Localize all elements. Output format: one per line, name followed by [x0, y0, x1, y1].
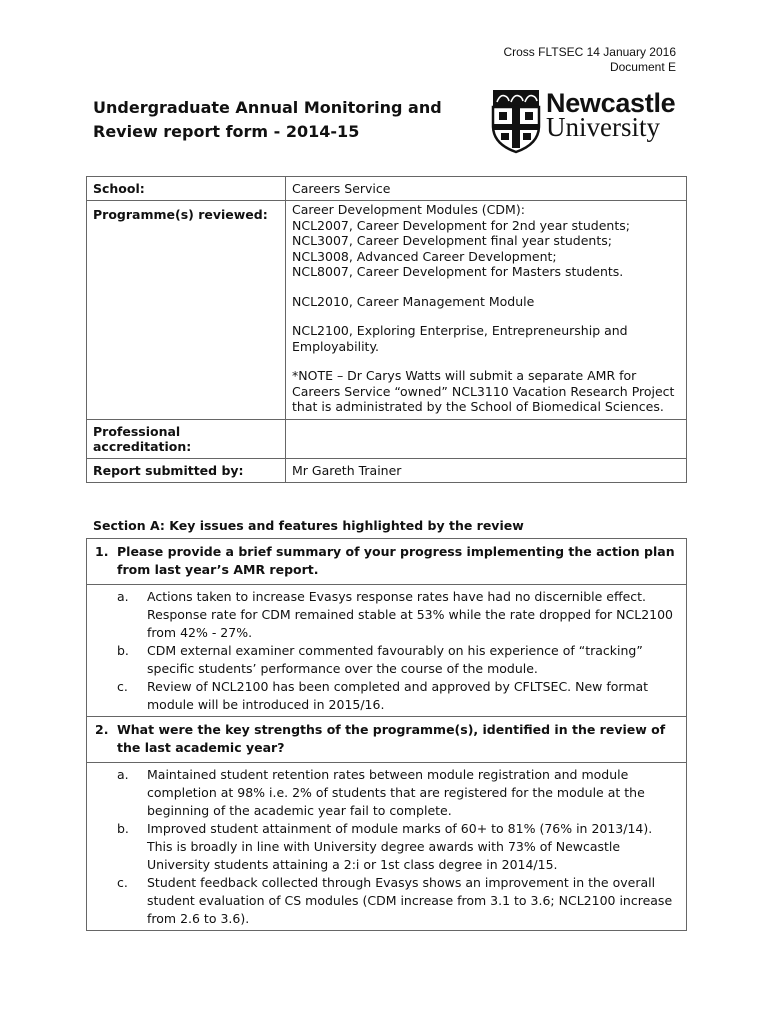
answer-text: Maintained student retention rates between module registration and module completion at 98% i.e. 2% of students that are registered for the module at the beginning of the academic year fail to complete. — [147, 767, 645, 818]
programme-line: NCL8007, Career Development for Masters students. — [292, 264, 624, 279]
answer-text: Review of NCL2100 has been completed and approved by CFLTSEC. New format module will be introduced in 2015/16. — [147, 679, 649, 712]
question-text: What were the key strengths of the programme(s), identified in the review of the last academic year? — [117, 722, 666, 755]
document-reference — [503, 45, 676, 75]
table-row — [87, 201, 687, 420]
question-number: 1. — [95, 544, 109, 559]
question-heading — [87, 717, 686, 763]
university-logo — [490, 88, 682, 154]
answer-area — [87, 763, 686, 930]
answer-text: Student feedback collected through Evasys shows an improvement in the overall student evaluation of CS modules (CDM increase from 3.1 to 3.6; NCL2100 increase from 2.6 to 3.6). — [147, 875, 673, 926]
submitted-by-label: Report submitted by: — [87, 458, 286, 482]
programmes-value — [286, 201, 687, 420]
document-label: Document E — [609, 60, 676, 74]
accreditation-value — [286, 419, 687, 458]
enterprise-module: NCL2100, Exploring Enterprise, Entrepreneurship and Employability. — [292, 323, 628, 354]
question-text: Please provide a brief summary of your progress implementing the action plan from last year’s AMR report. — [117, 544, 675, 577]
list-item — [95, 766, 674, 820]
answer-area — [87, 585, 686, 716]
list-marker: a. — [117, 767, 129, 782]
university-crest-icon — [490, 88, 542, 154]
list-item — [95, 642, 674, 678]
question-number: 2. — [95, 722, 109, 737]
cdm-modules — [292, 202, 680, 280]
table-row — [87, 458, 687, 482]
accreditation-label: Professional accreditation: — [87, 419, 286, 458]
logo-word-university: University — [546, 112, 660, 142]
list-item — [95, 820, 674, 874]
question-block-1 — [86, 538, 687, 716]
page-title — [93, 96, 473, 144]
reference-line: Cross FLTSEC 14 January 2016 — [503, 45, 676, 59]
answer-list — [95, 588, 674, 714]
submitted-by-value: Mr Gareth Trainer — [286, 458, 687, 482]
note-paragraph: *NOTE – Dr Carys Watts will submit a separate AMR for Careers Service “owned” NCL3110 Vacation Research Project that is administrated by the School of Biomedical Sciences. — [292, 368, 675, 414]
school-value: Careers Service — [286, 177, 687, 201]
list-item — [95, 874, 674, 928]
programme-line: Career Development Modules (CDM): — [292, 202, 525, 217]
programme-line: NCL2007, Career Development for 2nd year students; — [292, 217, 630, 233]
list-marker: c. — [117, 875, 128, 890]
programme-info-table — [86, 176, 687, 483]
title-line-2: Review report form - 2014-15 — [93, 122, 360, 141]
section-a-heading: Section A: Key issues and features highlighted by the review — [93, 518, 524, 533]
list-item — [95, 588, 674, 642]
list-item — [95, 678, 674, 714]
answer-text: CDM external examiner commented favourably on his experience of “tracking” specific students’ performance over the course of the module. — [147, 643, 643, 676]
list-marker: b. — [117, 821, 129, 836]
table-row — [87, 419, 687, 458]
school-label: School: — [87, 177, 286, 201]
answer-list — [95, 766, 674, 928]
programmes-label: Programme(s) reviewed: — [87, 201, 286, 420]
questions-table — [86, 538, 687, 931]
answer-text: Actions taken to increase Evasys response rates have had no discernible effect. Response rate for CDM remained stable at 53% while the rate dropped for NCL2100 from 42% - 27%. — [147, 589, 674, 640]
programme-line: NCL3007, Career Development final year students; — [292, 233, 612, 248]
table-row — [87, 177, 687, 201]
question-block-2 — [86, 716, 687, 931]
career-management-module: NCL2010, Career Management Module — [292, 293, 535, 309]
programme-line: NCL3008, Advanced Career Development; — [292, 248, 557, 264]
title-line-1: Undergraduate Annual Monitoring and — [93, 98, 442, 117]
question-heading — [87, 539, 686, 585]
list-marker: a. — [117, 589, 129, 604]
answer-text: Improved student attainment of module marks of 60+ to 81% (76% in 2013/14). This is broadly in line with University degree awards with 73% of Newcastle University students attaining a 2:i or 1st class degree in 2014/15. — [147, 821, 653, 872]
logo-word-newcastle: Newcastle — [546, 88, 676, 118]
list-marker: b. — [117, 643, 129, 658]
list-marker: c. — [117, 679, 128, 694]
